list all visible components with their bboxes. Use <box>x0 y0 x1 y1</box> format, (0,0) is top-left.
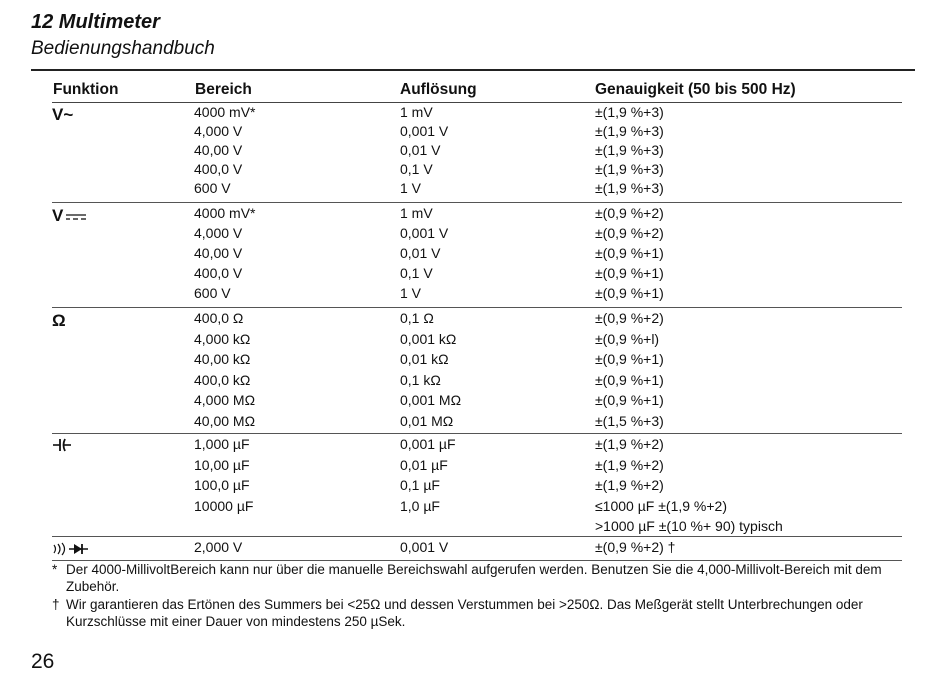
header-subtitle: Bedienungshandbuch <box>31 38 215 59</box>
ohm-icon: Ω <box>52 311 66 330</box>
cell-accuracy: ±(1,9 %+2) <box>595 436 664 452</box>
column-header-range: Bereich <box>195 81 252 98</box>
cell-accuracy: ±(1,5 %+3) <box>595 412 664 429</box>
cell-accuracy: ≤1000 µF ±(1,9 %+2) <box>595 497 727 514</box>
cell-range: 2,000 V <box>194 539 243 555</box>
header-rule <box>52 102 902 103</box>
cell-range: 10000 µF <box>194 497 254 514</box>
cell-resolution: 1 V <box>400 285 422 301</box>
cell-accuracy: ±(0,9 %+2) <box>595 225 664 241</box>
cell-range: 4,000 V <box>194 123 243 139</box>
cell-range: 40,00 V <box>194 245 243 261</box>
footnote-text: Wir garantieren das Ertönen des Summers bei <25Ω und dessen Verstummen bei >250Ω. Das Meßgerät stellt Unterbrechungen oder Kurzschlüsse mit einer Dauer von mindestens 250 µSek. <box>66 597 863 629</box>
cell-resolution: 0,1 µF <box>400 477 440 493</box>
cell-accuracy: ±(0,9 %+1) <box>595 285 664 301</box>
cell-accuracy: ±(0,9 %+2) <box>595 310 664 326</box>
cell-accuracy: ±(0,9 %+1) <box>595 351 664 367</box>
footnote-mark: † <box>52 597 60 612</box>
cell-range: 40,00 kΩ <box>194 351 251 367</box>
cell-range: 4,000 MΩ <box>194 392 256 408</box>
footnote-asterisk <box>52 561 902 595</box>
cell-accuracy: ±(0,9 %+1) <box>595 392 664 408</box>
cell-accuracy: ±(1,9 %+2) <box>595 456 664 473</box>
group-rule <box>52 202 902 203</box>
ac-voltage-icon: V~ <box>52 105 74 124</box>
cell-range: 1,000 µF <box>194 436 250 452</box>
cell-range: 600 V <box>194 285 231 301</box>
continuity-diode-icon <box>52 541 90 561</box>
cell-accuracy: ±(0,9 %+2) † <box>595 539 676 555</box>
group-rule <box>52 433 902 434</box>
cell-range: 400,0 kΩ <box>194 371 251 388</box>
cell-accuracy: ±(1,9 %+3) <box>595 142 664 158</box>
cell-resolution: 0,001 V <box>400 225 449 241</box>
header-title: 12 Multimeter <box>31 11 160 33</box>
cell-resolution: 1 mV <box>400 205 433 221</box>
capacitor-icon <box>52 437 72 457</box>
cell-range: 4,000 V <box>194 225 243 241</box>
group-rule <box>52 307 902 308</box>
top-rule <box>31 69 915 71</box>
page-number: 26 <box>31 650 55 673</box>
cell-resolution: 0,01 MΩ <box>400 412 454 429</box>
cell-range: 400,0 V <box>194 161 243 177</box>
cell-resolution: 1 mV <box>400 104 433 120</box>
cell-range: 100,0 µF <box>194 477 250 493</box>
cell-range: 4000 mV* <box>194 104 256 120</box>
cell-accuracy: ±(0,9 %+1) <box>595 371 664 388</box>
column-header-resolution: Auflösung <box>400 81 477 98</box>
cell-accuracy: ±(0,9 %+2) <box>595 205 664 221</box>
cell-range: 4,000 kΩ <box>194 330 251 347</box>
footnote-mark: * <box>52 562 58 577</box>
cell-range: 400,0 V <box>194 265 243 281</box>
cell-resolution: 1 V <box>400 180 422 196</box>
cell-resolution: 0,1 Ω <box>400 310 434 326</box>
cell-range: 10,00 µF <box>194 456 250 473</box>
cell-accuracy: ±(0,9 %+l) <box>595 330 660 347</box>
cell-accuracy: >1000 µF ±(10 %+ 90) typisch <box>595 518 783 534</box>
cell-resolution: 1,0 µF <box>400 497 440 514</box>
cell-range: 40,00 V <box>194 142 243 158</box>
footnote-dagger <box>52 596 902 630</box>
cell-resolution: 0,01 V <box>400 245 441 261</box>
cell-accuracy: ±(0,9 %+1) <box>595 245 664 261</box>
cell-accuracy: ±(1,9 %+3) <box>595 180 664 196</box>
cell-resolution: 0,1 V <box>400 265 433 281</box>
cell-resolution: 0,1 V <box>400 161 433 177</box>
cell-range: 40,00 MΩ <box>194 412 256 429</box>
cell-accuracy: ±(1,9 %+3) <box>595 104 664 120</box>
cell-resolution: 0,01 µF <box>400 456 448 473</box>
group-rule <box>52 536 902 537</box>
cell-accuracy: ±(0,9 %+1) <box>595 265 664 281</box>
column-header-accuracy: Genauigkeit (50 bis 500 Hz) <box>595 81 796 98</box>
cell-accuracy: ±(1,9 %+2) <box>595 477 664 493</box>
cell-accuracy: ±(1,9 %+3) <box>595 123 664 139</box>
cell-resolution: 0,1 kΩ <box>400 371 441 388</box>
cell-range: 4000 mV* <box>194 205 256 221</box>
footnote-text: Der 4000-MillivoltBereich kann nur über die manuelle Bereichswahl aufgerufen werden. Benutzen Sie die 4,000-Millivolt-Bereich mit dem Zubehör. <box>66 562 882 594</box>
cell-resolution: 0,01 V <box>400 142 441 158</box>
cell-range: 400,0 Ω <box>194 310 244 326</box>
cell-resolution: 0,001 kΩ <box>400 330 457 347</box>
cell-resolution: 0,001 MΩ <box>400 392 462 408</box>
cell-resolution: 0,01 kΩ <box>400 351 449 367</box>
cell-accuracy: ±(1,9 %+3) <box>595 161 664 177</box>
cell-resolution: 0,001 V <box>400 123 449 139</box>
dc-voltage-icon: V <box>52 206 64 225</box>
column-header-function: Funktion <box>53 81 119 98</box>
cell-range: 600 V <box>194 180 231 196</box>
cell-resolution: 0,001 V <box>400 539 449 555</box>
cell-resolution: 0,001 µF <box>400 436 456 452</box>
